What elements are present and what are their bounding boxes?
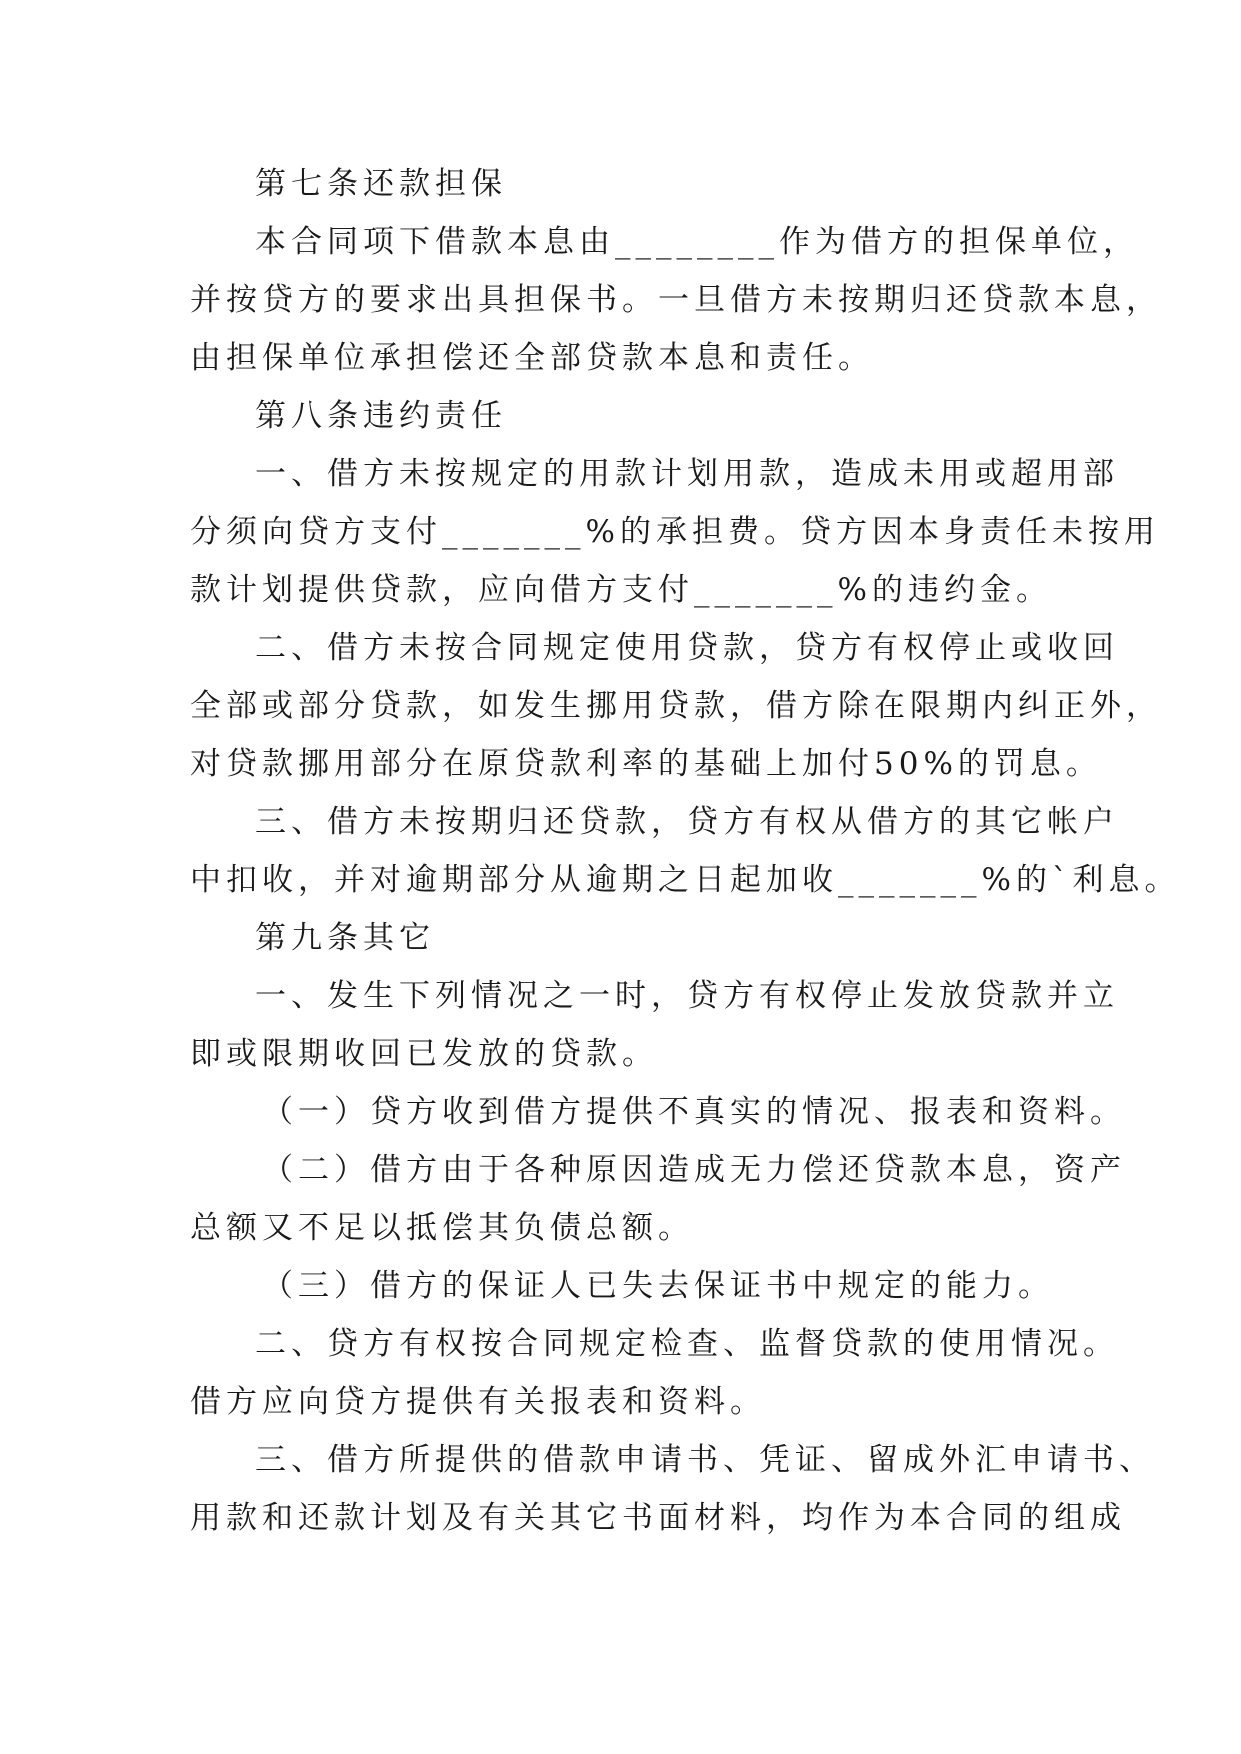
paragraph-line: （二）借方由于各种原因造成无力偿还贷款本息，资产 [262, 1152, 1126, 1188]
paragraph-line: 二、贷方有权按合同规定检查、监督贷款的使用情况。 [255, 1326, 1119, 1362]
paragraph-line: （一）贷方收到借方提供不真实的情况、报表和资料。 [262, 1094, 1126, 1130]
paragraph-line: 总额又不足以抵偿其负债总额。 [190, 1210, 694, 1246]
paragraph-line: 中扣收，并对逾期部分从逾期之日起加收_______%的`利息。 [190, 862, 1181, 898]
paragraph-line: （三）借方的保证人已失去保证书中规定的能力。 [262, 1268, 1054, 1304]
paragraph-line: 并按贷方的要求出具担保书。一旦借方未按期归还贷款本息， [190, 282, 1162, 318]
paragraph-line: 对贷款挪用部分在原贷款利率的基础上加付50%的罚息。 [190, 746, 1102, 782]
article-9-heading: 第九条其它 [255, 920, 435, 956]
paragraph-line: 借方应向贷方提供有关报表和资料。 [190, 1384, 766, 1420]
paragraph-line: 一、借方未按规定的用款计划用款，造成未用或超用部 [255, 456, 1119, 492]
article-8-heading: 第八条违约责任 [255, 398, 507, 434]
paragraph-line: 款计划提供贷款，应向借方支付_______%的违约金。 [190, 572, 1052, 608]
paragraph-line: 本合同项下借款本息由________作为借方的担保单位， [255, 224, 1139, 260]
paragraph-line: 由担保单位承担偿还全部贷款本息和责任。 [190, 340, 874, 376]
paragraph-line: 三、借方未按期归还贷款，贷方有权从借方的其它帐户 [255, 804, 1119, 840]
paragraph-line: 三、借方所提供的借款申请书、凭证、留成外汇申请书、 [255, 1442, 1155, 1478]
paragraph-line: 用款和还款计划及有关其它书面材料，均作为本合同的组成 [190, 1500, 1126, 1536]
paragraph-line: 全部或部分贷款，如发生挪用贷款，借方除在限期内纠正外， [190, 688, 1162, 724]
article-7-heading: 第七条还款担保 [255, 166, 507, 202]
paragraph-line: 一、发生下列情况之一时，贷方有权停止发放贷款并立 [255, 978, 1119, 1014]
paragraph-line: 二、借方未按合同规定使用贷款，贷方有权停止或收回 [255, 630, 1119, 666]
paragraph-line: 分须向贷方支付_______%的承担费。贷方因本身责任未按用 [190, 514, 1160, 550]
paragraph-line: 即或限期收回已发放的贷款。 [190, 1036, 658, 1072]
